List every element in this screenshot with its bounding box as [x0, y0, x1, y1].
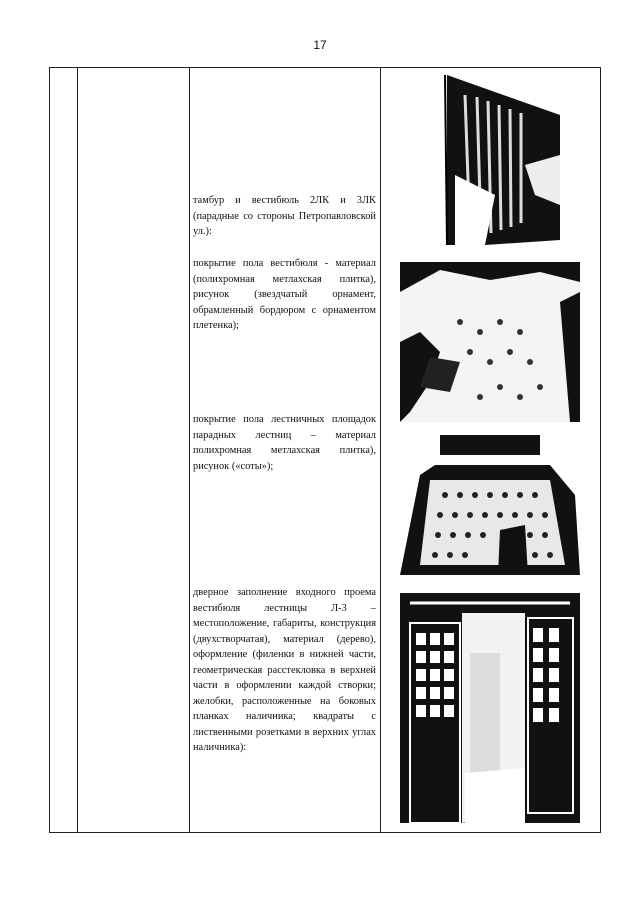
row-text-landing-floor: покрытие пола лестничных площадок парадных лестниц – материал полихромная метлахская плитка), рисунок («соты»); [193, 414, 376, 472]
column-divider [189, 68, 190, 832]
row-text-vestibule-intro: тамбур и вестибюль 2ЛК и 3ЛК (парадные со стороны Петропавловской ул.): [193, 195, 376, 237]
column-divider [77, 68, 78, 832]
honeycomb-floor-tile-photo-icon [400, 435, 580, 575]
stair-railing-photo-icon [425, 75, 560, 245]
vestibule-floor-tile-photo-icon [400, 262, 580, 422]
page-number: 17 [313, 38, 327, 52]
row-text-door: дверное заполнение входного проема вестибюля лестницы Л-3 – местоположение, габариты, конструкция (двухстворчатая), материал (дерево), оформление (филенки в нижней части, геометрическая расстекловка в верхней части в оформлении каждой створки; желобки, расположенные на боковых планках наличника; квадраты с лиственными розетками в верхних углах наличника): [193, 587, 376, 753]
column-divider [380, 68, 381, 832]
double-door-photo-icon [400, 593, 580, 823]
row-text-vestibule-floor: покрытие пола вестибюля - материал (полихромная метлахская плитка), рисунок (звездчатый орнамент, обрамленный бордюром с орнаментом плетенка); [193, 258, 376, 331]
